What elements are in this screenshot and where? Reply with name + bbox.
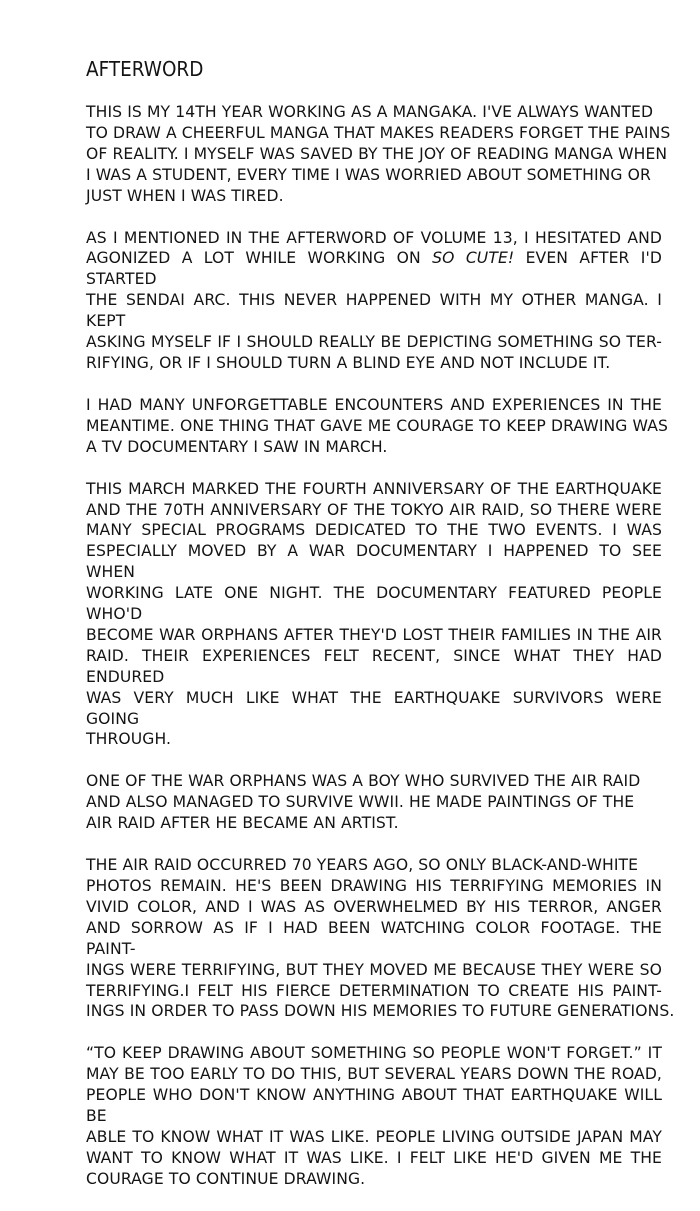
text-line (86, 228, 662, 249)
text-line: WORKING LATE ONE NIGHT. THE DOCUMENTARY FEATURED PEOPLE WHO'D (86, 584, 662, 624)
text-line: PHOTOS REMAIN. HE'S BEEN DRAWING HIS TERRIFYING MEMORIES IN (86, 877, 662, 895)
text-segment: EVEN AFTER I'D STARTED (86, 249, 662, 289)
text-line: MEANTIME. ONE THING THAT GAVE ME COURAGE TO KEEP DRAWING WAS (86, 416, 668, 435)
text-line: AIR RAID AFTER HE BECAME AN ARTIST. (86, 814, 399, 833)
book-title-text: SO CUTE! (432, 249, 515, 268)
text-segment: AS I MENTIONED IN THE AFTERWORD OF VOLUME 13, I HESITATED AND (86, 228, 662, 247)
afterword-paragraph (86, 855, 675, 1022)
afterword-paragraph (86, 395, 668, 458)
text-line: THROUGH. (86, 730, 172, 749)
text-line: OF REALITY. I MYSELF WAS SAVED BY THE JOY OF READING MANGA WHEN (86, 144, 668, 163)
text-line: INGS WERE TERRIFYING, BUT THEY MOVED ME BECAUSE THEY WERE SO (86, 960, 662, 979)
text-line: BECOME WAR ORPHANS AFTER THEY'D LOST THEIR FAMILIES IN THE AIR (86, 625, 662, 644)
afterword-paragraph (86, 1043, 662, 1189)
text-line: AND THE 70TH ANNIVERSARY OF THE TOKYO AIR RAID, SO THERE WERE (86, 500, 662, 519)
text-line: PEOPLE WHO DON'T KNOW ANYTHING ABOUT THAT EARTHQUAKE WILL BE (86, 1086, 662, 1126)
afterword-paragraph (86, 102, 671, 207)
text-line: RAID. THEIR EXPERIENCES FELT RECENT, SINCE WHAT THEY HAD ENDURED (86, 646, 662, 686)
text-line: I WAS A STUDENT, EVERY TIME I WAS WORRIED ABOUT SOMETHING OR (86, 165, 651, 184)
text-line: ESPECIALLY MOVED BY A WAR DOCUMENTARY I HAPPENED TO SEE WHEN (86, 542, 662, 582)
text-line: COURAGE TO CONTINUE DRAWING. (86, 1169, 366, 1188)
text-line (86, 332, 662, 353)
text-line (86, 290, 662, 332)
text-line: A TV DOCUMENTARY I SAW IN MARCH. (86, 437, 388, 456)
afterword-paragraph (86, 479, 662, 751)
text-line: THIS IS MY 14TH YEAR WORKING AS A MANGAKA. I'VE ALWAYS WANTED (86, 103, 654, 121)
text-line: THE AIR RAID OCCURRED 70 YEARS AGO, SO ONLY BLACK-AND-WHITE (86, 856, 639, 875)
text-segment: THE SENDAI ARC. THIS NEVER HAPPENED WITH MY OTHER MANGA. I KEPT (86, 291, 662, 331)
text-line: MANY SPECIAL PROGRAMS DEDICATED TO THE TWO EVENTS. I WAS (86, 521, 662, 540)
afterword-paragraph (86, 228, 662, 374)
text-line: I HAD MANY UNFORGETTABLE ENCOUNTERS AND EXPERIENCES IN THE (86, 395, 662, 414)
text-line: VIVID COLOR, AND I WAS AS OVERWHELMED BY HIS TERROR, ANGER (86, 897, 662, 916)
text-line: THIS MARCH MARKED THE FOURTH ANNIVERSARY OF THE EARTHQUAKE (86, 479, 662, 498)
text-line: INGS IN ORDER TO PASS DOWN HIS MEMORIES TO FUTURE GENERATIONS. (86, 1002, 675, 1021)
text-line: ONE OF THE WAR ORPHANS WAS A BOY WHO SURVIVED THE AIR RAID (86, 772, 641, 791)
text-segment: ASKING MYSELF IF I SHOULD REALLY BE DEPICTING SOMETHING SO TER- (86, 333, 662, 352)
text-line: AND SORROW AS IF I HAD BEEN WATCHING COLOR FOOTAGE. THE PAINT- (86, 918, 662, 958)
text-line: JUST WHEN I WAS TIRED. (86, 186, 284, 205)
text-line: WANT TO KNOW WHAT IT WAS LIKE. I FELT LIKE HE'D GIVEN ME THE (86, 1148, 662, 1167)
afterword-paragraph (86, 771, 662, 834)
text-line: TO DRAW A CHEERFUL MANGA THAT MAKES READERS FORGET THE PAINS (86, 123, 671, 142)
text-line: WAS VERY MUCH LIKE WHAT THE EARTHQUAKE SURVIVORS WERE GOING (86, 688, 662, 728)
afterword-body (86, 102, 675, 1211)
text-line: ABLE TO KNOW WHAT IT WAS LIKE. PEOPLE LIVING OUTSIDE JAPAN MAY (86, 1127, 662, 1146)
text-segment: AGONIZED A LOT WHILE WORKING ON (86, 249, 433, 268)
text-line: AND ALSO MANAGED TO SURVIVE WWII. HE MADE PAINTINGS OF THE (86, 793, 635, 812)
text-line: MAY BE TOO EARLY TO DO THIS, BUT SEVERAL YEARS DOWN THE ROAD, (86, 1065, 662, 1084)
text-line (86, 353, 662, 374)
text-line: “TO KEEP DRAWING ABOUT SOMETHING SO PEOPLE WON'T FORGET.” IT (86, 1044, 662, 1063)
afterword-heading: AFTERWORD (86, 57, 204, 81)
text-segment: RIFYING, OR IF I SHOULD TURN A BLIND EYE AND NOT INCLUDE IT. (86, 353, 611, 372)
text-line: TERRIFYING.I FELT HIS FIERCE DETERMINATION TO CREATE HIS PAINT- (86, 981, 662, 1000)
text-line (86, 248, 662, 290)
